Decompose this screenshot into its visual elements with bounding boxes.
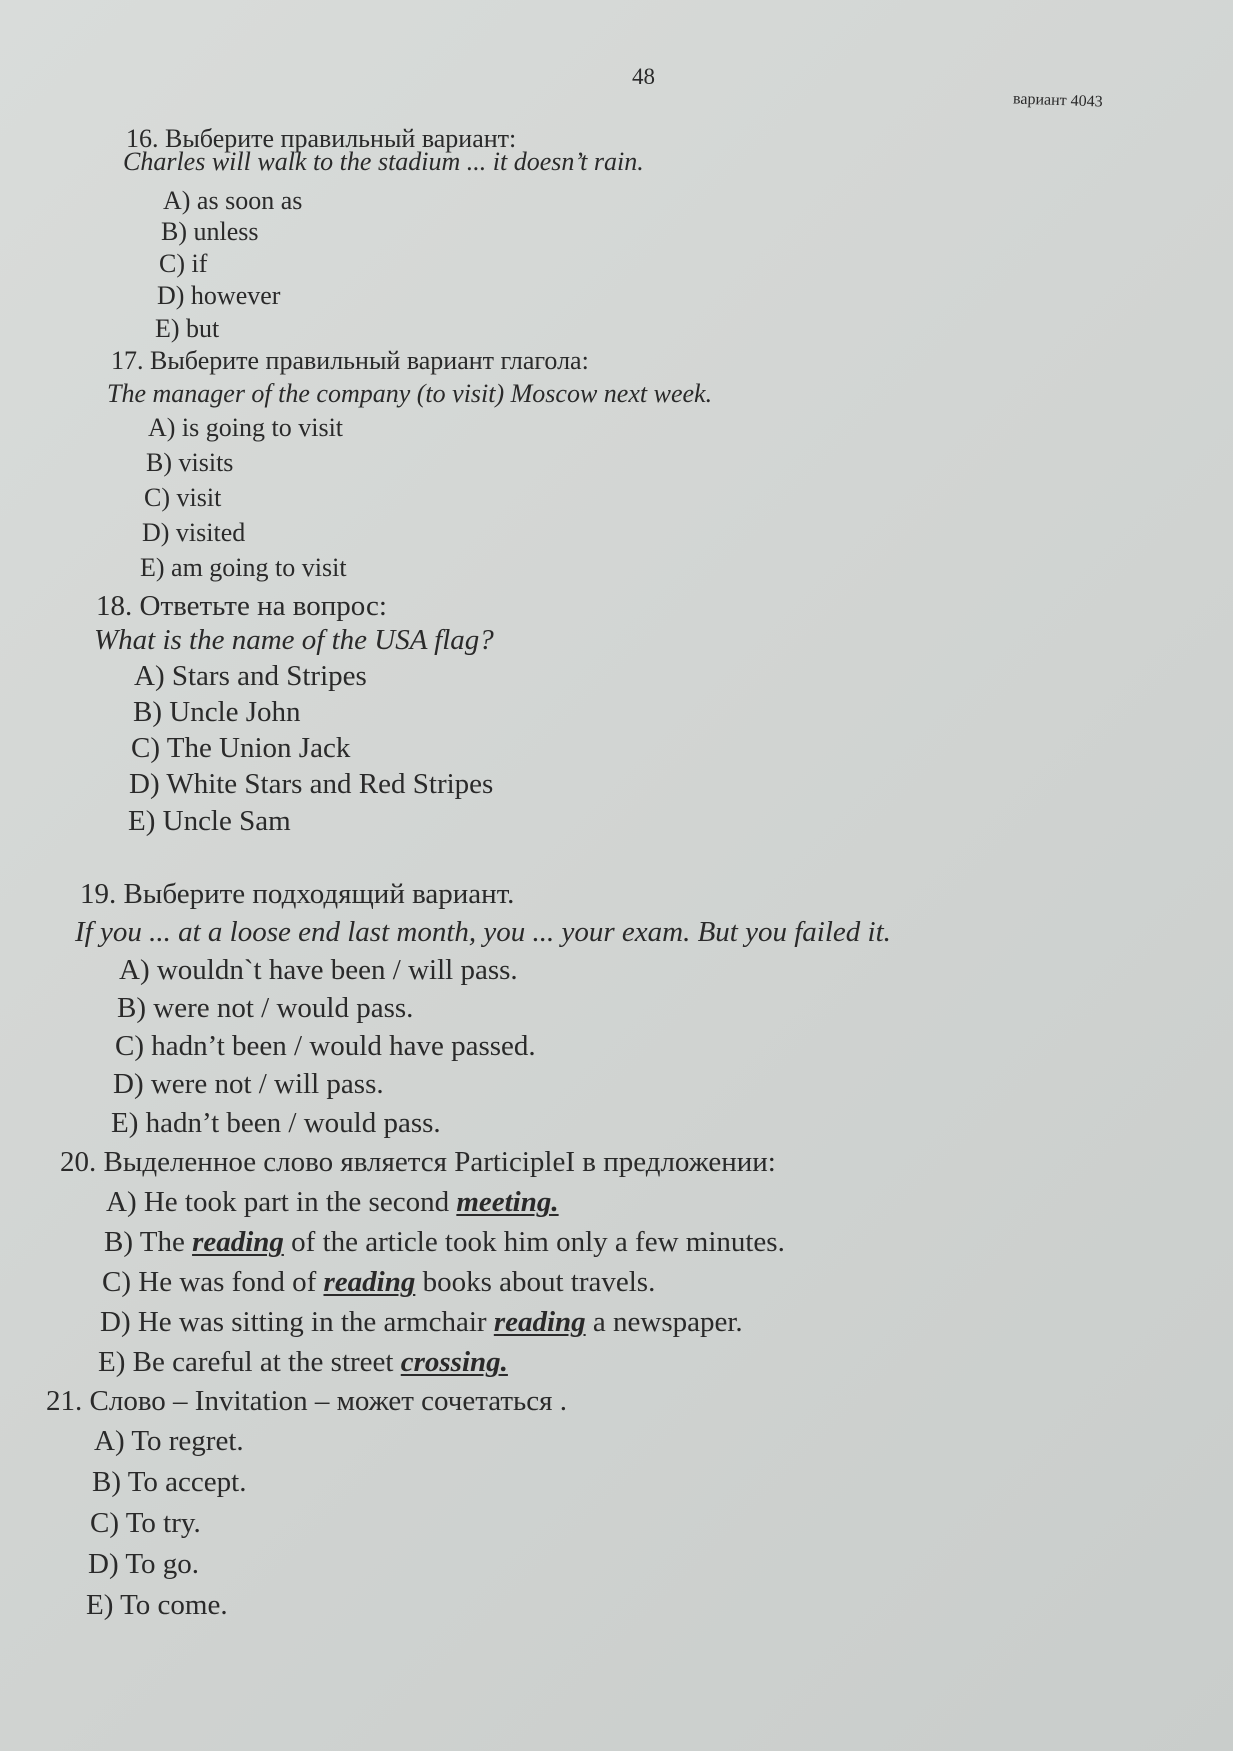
- q21-option-b: B) To accept.: [92, 1466, 247, 1498]
- q19-option-b: B) were not / would pass.: [117, 992, 414, 1024]
- q16-heading: 16. Выберите правильный вариант:: [126, 124, 517, 153]
- q18-heading: 18. Ответьте на вопрос:: [96, 590, 387, 622]
- variant-label: вариант 4043: [1012, 90, 1103, 111]
- q20-option-b-tail: of the article took him only a few minutes.: [283, 1226, 785, 1258]
- q16-option-b: B) unless: [161, 217, 259, 246]
- q17-option-a: A) is going to visit: [148, 413, 344, 442]
- q17-option-c: C) visit: [144, 483, 222, 512]
- q18-option-c: C) The Union Jack: [131, 732, 351, 764]
- q19-option-e: E) hadn’t been / would pass.: [111, 1107, 441, 1139]
- q16-option-a: A) as soon as: [163, 186, 303, 215]
- q21-heading: 21. Слово – Invitation – может сочетаться .: [46, 1385, 567, 1417]
- q21-option-c: C) To try.: [90, 1507, 201, 1539]
- q20-option-e-text: E) Be careful at the street: [98, 1346, 401, 1378]
- q20-option-d-tail: a newspaper.: [585, 1306, 743, 1338]
- q19-option-a: A) wouldn`t have been / will pass.: [119, 954, 518, 986]
- q20-option-d-highlighted-word: reading: [493, 1306, 586, 1338]
- q18-option-b: B) Uncle John: [133, 696, 301, 728]
- q17-option-b: B) visits: [146, 448, 234, 477]
- q20-option-c-tail: books about travels.: [415, 1266, 656, 1298]
- q20-heading: 20. Выделенное слово является ParticipleI в предложении:: [60, 1146, 776, 1178]
- q18-question: What is the name of the USA flag?: [94, 624, 494, 656]
- q17-heading: 17. Выберите правильный вариант глагола:: [111, 346, 589, 375]
- q16-question: Charles will walk to the stadium ... it doesn’t rain.: [123, 147, 644, 176]
- q19-heading: 19. Выберите подходящий вариант.: [80, 878, 515, 910]
- q18-option-e: E) Uncle Sam: [128, 805, 291, 837]
- q20-option-c-text: C) He was fond of: [102, 1266, 324, 1298]
- q19-option-c: C) hadn’t been / would have passed.: [115, 1030, 536, 1062]
- q20-option-a-highlighted-word: meeting.: [456, 1186, 559, 1218]
- q20-option-e-highlighted-word: crossing.: [400, 1346, 508, 1378]
- q20-option-d-text: D) He was sitting in the armchair: [100, 1306, 494, 1338]
- q20-option-a: [106, 1186, 559, 1219]
- q20-option-c: [102, 1266, 655, 1299]
- q20-option-e: [98, 1346, 508, 1379]
- q16-option-d: D) however: [157, 281, 281, 310]
- q20-option-d: [100, 1306, 743, 1339]
- q16-option-e: E) but: [155, 314, 220, 343]
- q16-option-c: C) if: [159, 249, 208, 278]
- q18-option-d: D) White Stars and Red Stripes: [129, 768, 494, 800]
- q20-option-c-highlighted-word: reading: [323, 1266, 416, 1298]
- page-number: 48: [632, 64, 655, 89]
- q19-option-d: D) were not / will pass.: [113, 1068, 384, 1100]
- q17-question: The manager of the company (to visit) Moscow next week.: [107, 379, 713, 408]
- q20-option-b-highlighted-word: reading: [192, 1226, 284, 1258]
- q20-option-b: [104, 1226, 785, 1259]
- q18-option-a: A) Stars and Stripes: [134, 660, 367, 692]
- q20-option-a-text: A) He took part in the second: [106, 1186, 457, 1218]
- q21-option-a: A) To regret.: [94, 1425, 244, 1457]
- q20-option-b-text: B) The: [104, 1226, 193, 1258]
- q21-option-e: E) To come.: [86, 1589, 228, 1621]
- q21-option-d: D) To go.: [88, 1548, 200, 1580]
- q17-option-d: D) visited: [142, 518, 246, 547]
- q19-question: If you ... at a loose end last month, you ... your exam. But you failed it.: [75, 916, 891, 948]
- q17-option-e: E) am going to visit: [140, 553, 347, 582]
